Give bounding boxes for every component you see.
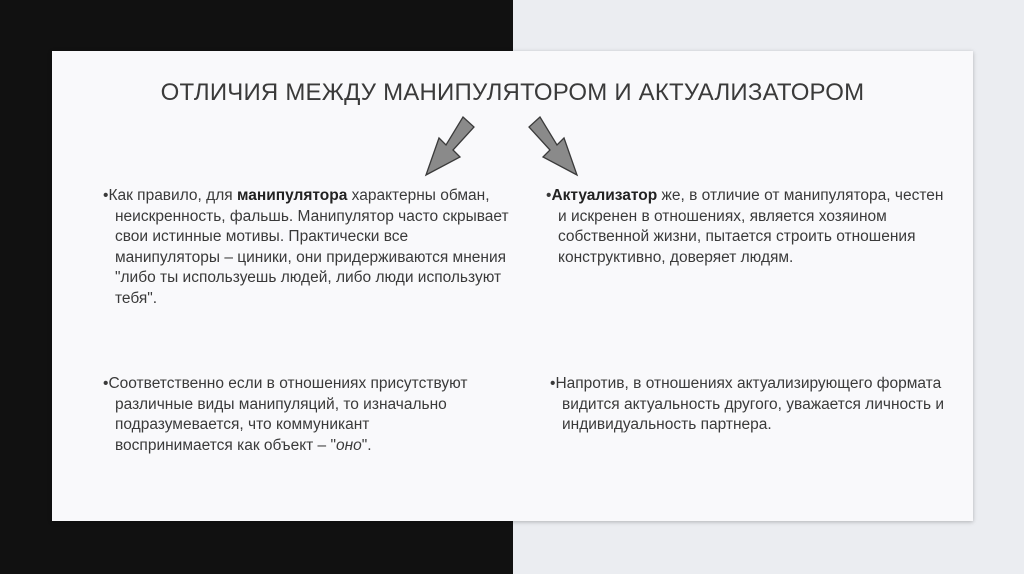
actualizing-relations — [550, 374, 950, 436]
text-segment: Как правило, для — [108, 187, 237, 204]
manipulation-consequence — [103, 374, 483, 456]
emphasis-it: оно — [336, 436, 362, 454]
term-manipulator: манипулятора — [236, 187, 348, 204]
list-item — [550, 374, 950, 436]
bullet: • — [103, 375, 109, 392]
text-segment: Напротив, в отношениях актуализирующего формата видится актуальность другого, уважается личность и индивидуальность партнера. — [555, 375, 945, 433]
bullet: • — [550, 375, 556, 392]
slide-title: ОТЛИЧИЯ МЕЖДУ МАНИПУЛЯТОРОМ И АКТУАЛИЗАТОРОМ — [160, 79, 865, 106]
arrow-down-right-icon — [526, 111, 606, 181]
list-item — [546, 186, 946, 268]
actualizer-description — [546, 186, 946, 268]
bullet: • — [546, 187, 552, 204]
manipulator-description — [103, 186, 513, 309]
text-segment: характерны обман, неискренность, фальшь. Манипулятор часто скрывает свои истинные мотивы. Практически все манипуляторы – циники, они придерживаются мнения "либо ты используешь людей, либо люди используют тебя". — [115, 187, 509, 307]
slide-card — [52, 51, 973, 521]
list-item — [103, 374, 483, 456]
text-segment: же, в отличие от манипулятора, честен и искренен в отношениях, является хозяином собственной жизни, пытается строить отношения конструктивно, доверяет людям. — [558, 187, 944, 266]
text-segment: ". — [361, 436, 372, 454]
text-segment: Соответственно если в отношениях присутствуют различные виды манипуляций, то изначально подразумевается, что коммуникант воспринимается как объект – " — [108, 375, 468, 454]
arrow-down-left-icon — [423, 111, 503, 181]
term-actualizer: Актуализатор — [551, 187, 658, 204]
bullet: • — [103, 187, 109, 204]
list-item — [103, 186, 513, 309]
